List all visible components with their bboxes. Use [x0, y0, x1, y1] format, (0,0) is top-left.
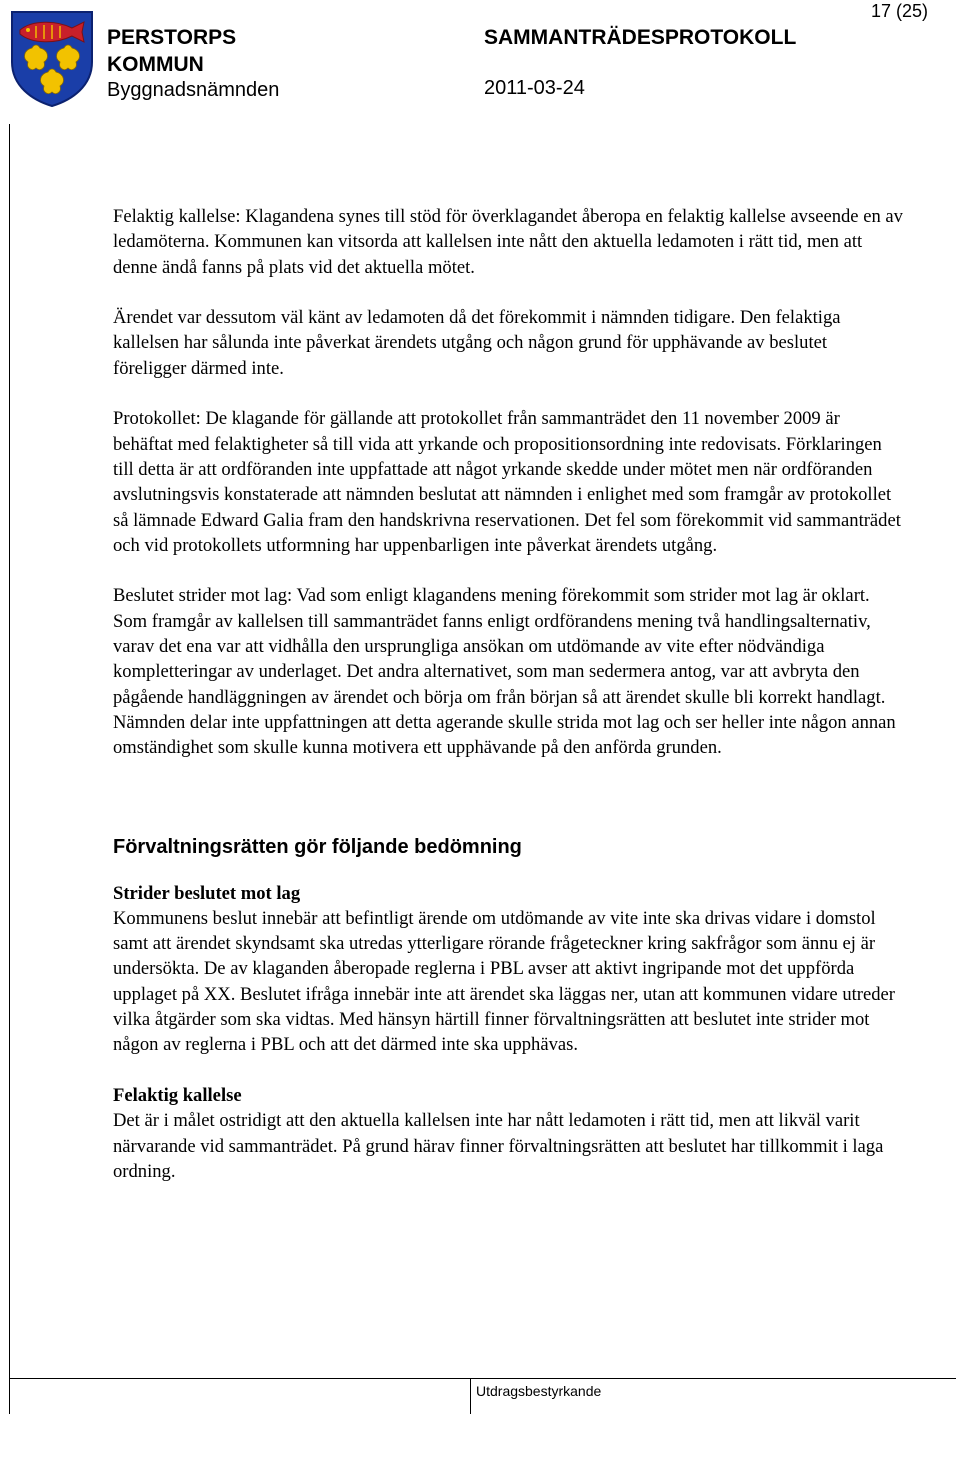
- paragraph-felaktig-kallelse: Felaktig kallelse: Klagandena synes till stöd för överklagandet åberopa en felaktig kallelse avseende en av ledamöterna. Kommunen kan vitsorda att kallelsen inte nått den aktuella ledamoten i rätt tid, men att denne ändå fanns på plats vid det aktuella mötet.: [113, 206, 903, 278]
- footer-certification-label: Utdragsbestyrkande: [476, 1383, 602, 1399]
- subsection-title-strider: Strider beslutet mot lag: [113, 882, 301, 904]
- left-margin-line: [9, 124, 10, 1414]
- paragraph-arendet-kant: Ärendet var dessutom väl känt av ledamoten då det förekommit i nämnden tidigare. Den felaktiga kallelsen har sålunda inte påverkat ärendets utgång och någon grund för upphävande av beslutet föreligger därmed inte.: [113, 307, 841, 379]
- section-heading: Förvaltningsrätten gör följande bedömning: [113, 835, 522, 858]
- footer-rule: [9, 1378, 956, 1379]
- document-type: SAMMANTRÄDESPROTOKOLL: [484, 26, 797, 49]
- paragraph-protokollet: Protokollet: De klagande för gällande att protokollet från sammanträdet den 11 november 2009 är behäftat med felaktigheter så till vida att yrkande och propositionsordning inte redovisats. Förklaringen till detta är att ordföranden inte uppfattade att något yrkande skedde under mötet men när ordföranden avslutningsvis konstaterade att nämnden beslutat att nämnden i enlighet med som framgår av protokollet så lämnade Edward Galia fram den handskrivna reservationen. Det fel som förekommit vid sammanträdet och vid protokollets utformning har uppenbarligen inte påverkat ärendets utgång.: [113, 408, 901, 556]
- department-name: Byggnadsnämnden: [107, 79, 280, 101]
- subsection-title-kallelse: Felaktig kallelse: [113, 1084, 242, 1106]
- org-name-line1: PERSTORPS: [107, 26, 237, 49]
- document-body: [113, 204, 903, 1209]
- shield-icon: [10, 10, 94, 108]
- subsection-text-strider: Kommunens beslut innebär att befintligt ärende om utdömande av vite inte ska drivas vidare i domstol samt att ärendet skyndsamt ska utredas ytterligare rörande frågeteckner kring sakfrågor som ännu ej är undersökta. De av klaganden åberopade reglerna i PBL avser att aktivt ingripande mot det uppförda upplaget på XX. Beslutet ifråga innebär inte att ärendet ska läggas ner, utan att kommunen vidare utreder vilka åtgärder som ska vidtas. Med hänsyn härtill finner förvaltningsrätten att beslutet inte strider mot någon av reglerna i PBL och att det därmed inte ska upphävas.: [113, 907, 895, 1056]
- coat-of-arms-logo: [10, 10, 94, 108]
- meeting-date: 2011-03-24: [484, 77, 585, 99]
- page-number: 17 (25): [871, 1, 929, 21]
- footer-separator: [470, 1379, 471, 1414]
- paragraph-strider-mot-lag: Beslutet strider mot lag: Vad som enligt klagandens mening förekommit som strider mot lag är oklart. Som framgår av kallelsen till sammanträdet fanns enligt ordförandens mening två handlingsalternativ, varav det ena var att vidhålla den ursprungliga ansökan om utdömande av vite efter nödvändiga kompletteringar av underlaget. Det andra alternativet, som man sedermera antog, var att avbryta den pågående handläggningen av ärendet och börja om från början så att ärendet skulle bli korrekt handlagt. Nämnden delar inte uppfattningen att detta agerande skulle strida mot lag och ser heller inte någon annan omständighet som skulle kunna motivera ett upphävande på den anförda grunden.: [113, 585, 896, 759]
- org-name-line2: KOMMUN: [107, 53, 204, 76]
- subsection-text-kallelse: Det är i målet ostridigt att den aktuella kallelsen inte har nått ledamoten i rätt tid, men att likväl varit närvarande vid sammanträdet. På grund härav finner förvaltningsrätten att beslutet har tillkommit i laga ordning.: [113, 1110, 884, 1182]
